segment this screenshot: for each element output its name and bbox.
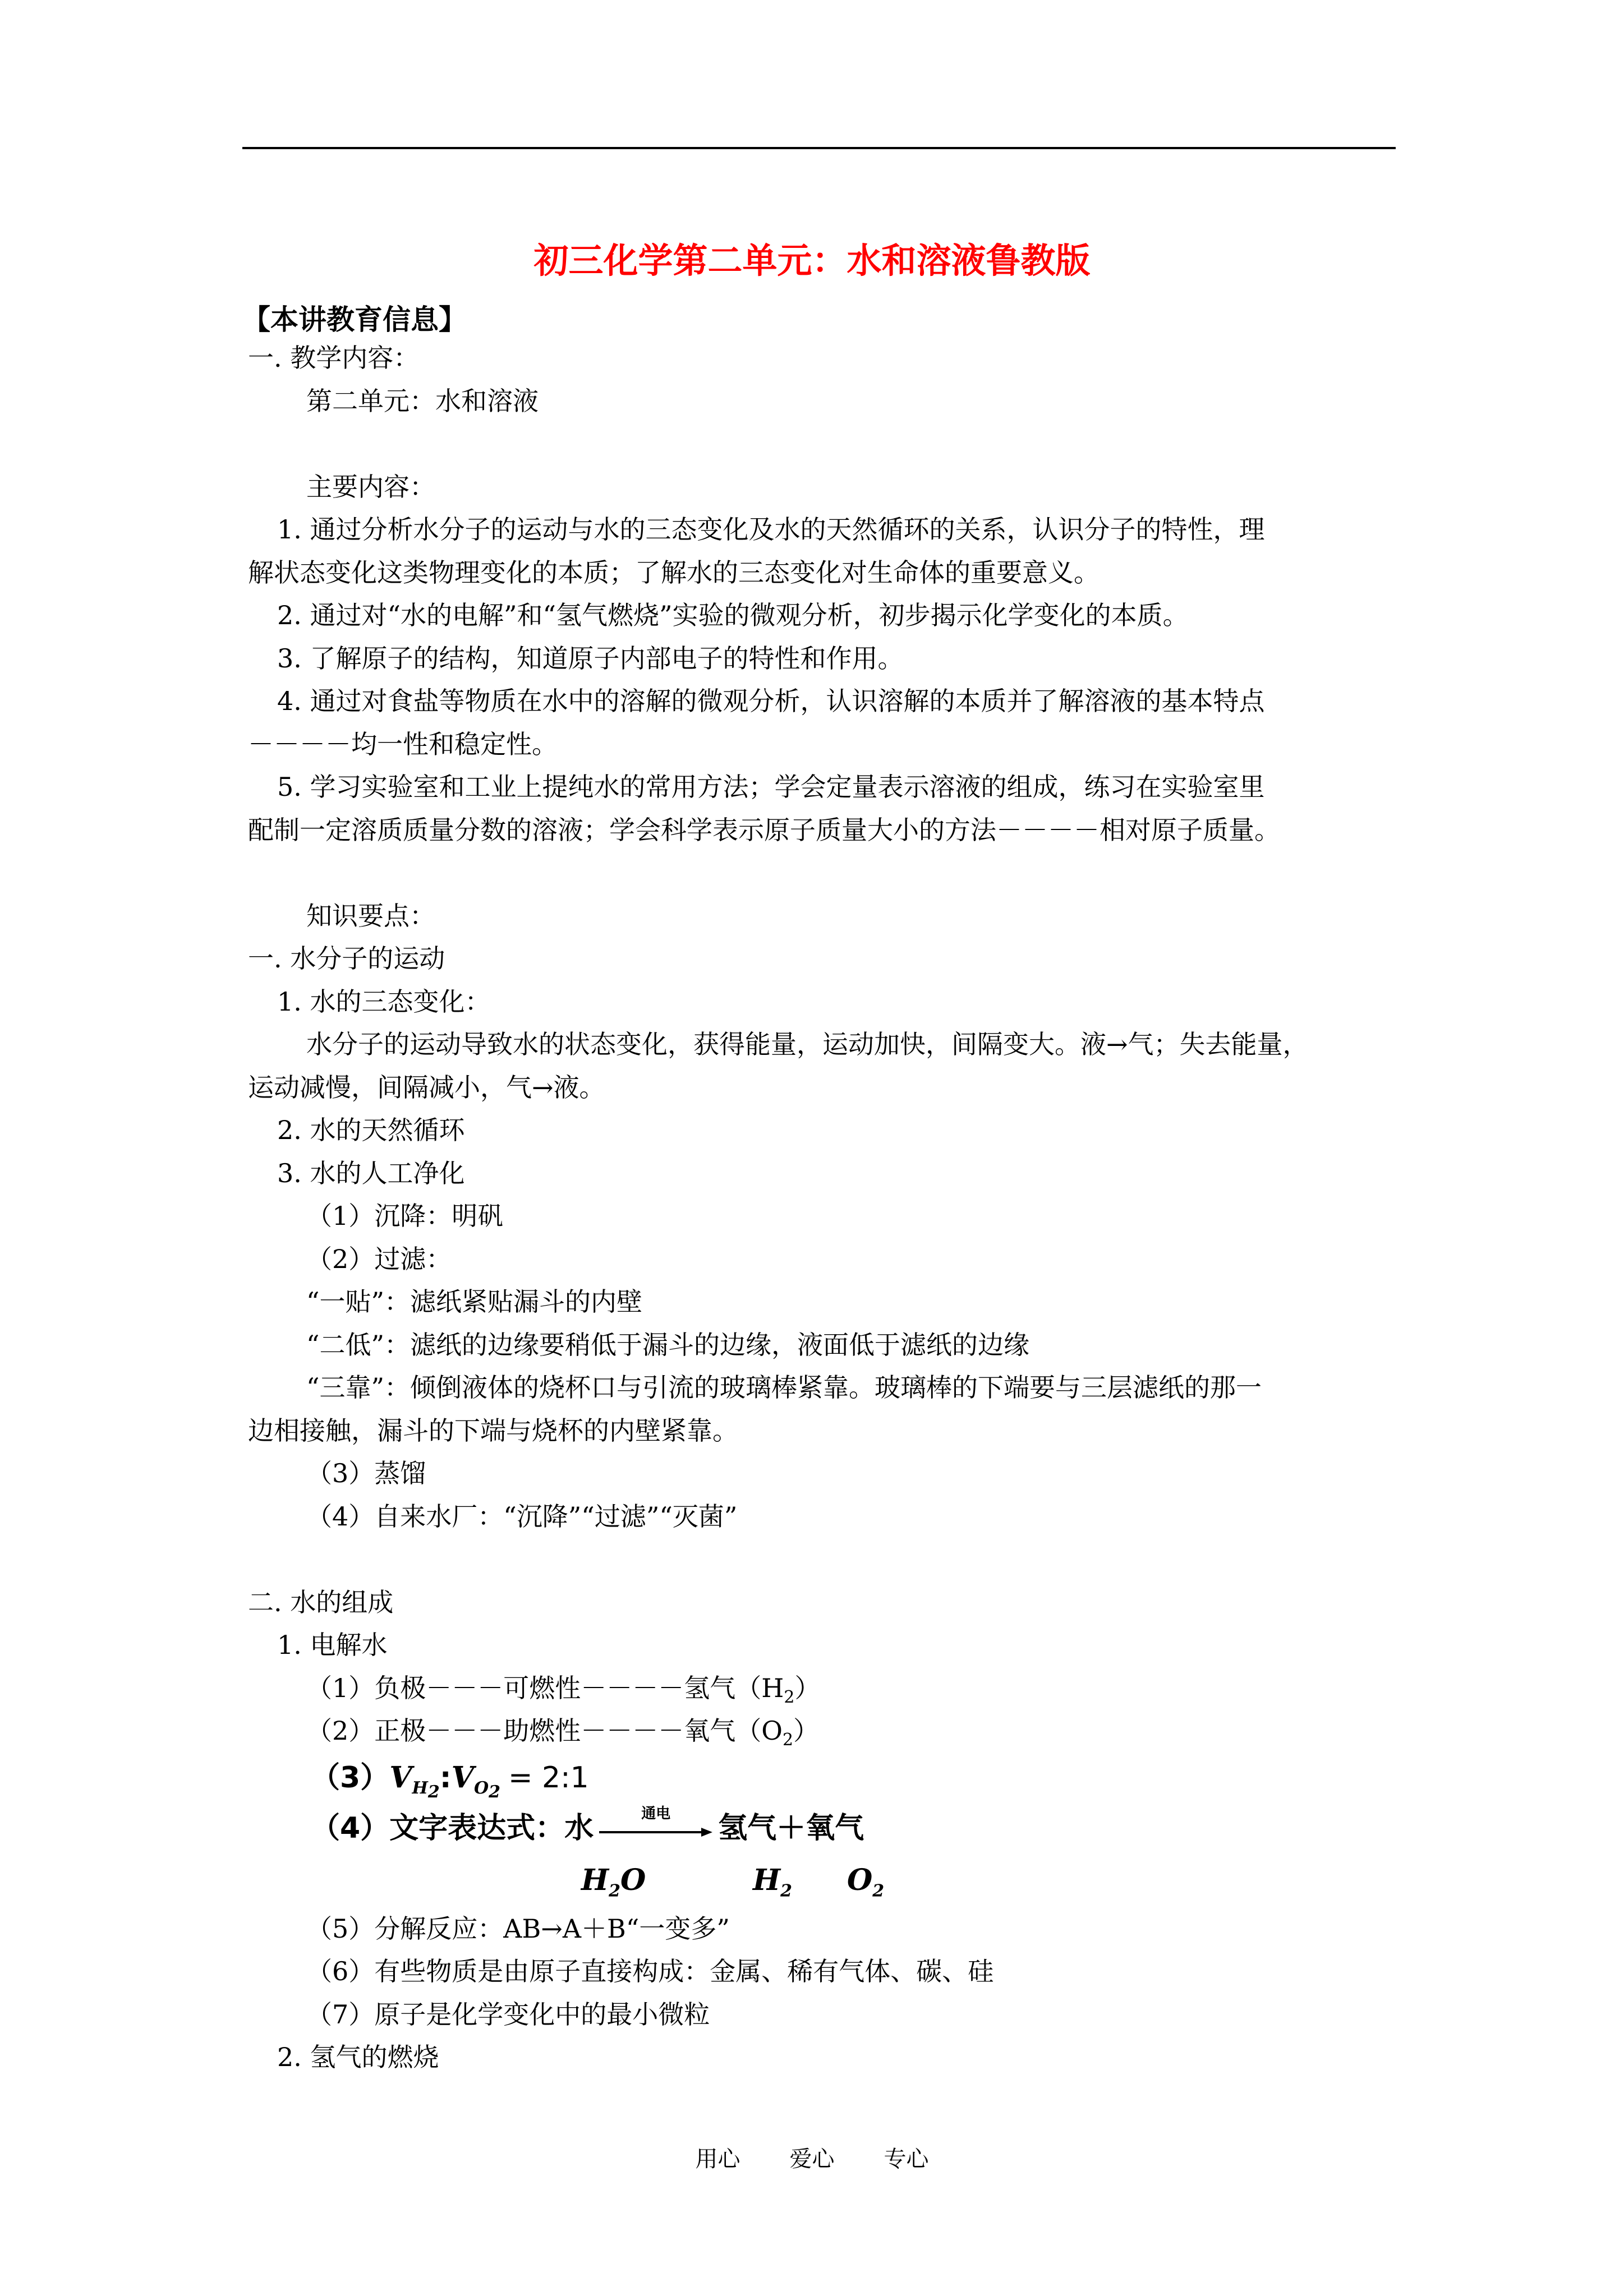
- text-line: （3）蒸馏: [306, 1458, 426, 1488]
- water-formula: [581, 1854, 646, 1907]
- document-body: [248, 336, 1420, 2079]
- section-heading: 【本讲教育信息】: [242, 303, 467, 336]
- text-line: （1）沉降：明矾: [306, 1201, 504, 1231]
- volume-ratio-formula: [248, 1753, 1420, 1803]
- text-line: 1. 电解水: [277, 1630, 388, 1660]
- text-line: 边相接触，漏斗的下端与烧杯的内壁紧靠。: [248, 1415, 738, 1446]
- text-line: 3. 了解原子的结构，知道原子内部电子的特性和作用。: [277, 643, 904, 674]
- subscript: [473, 1778, 500, 1802]
- word-equation: [248, 1803, 1420, 1854]
- arrow-icon: [597, 1827, 715, 1838]
- subscript: 2: [427, 1782, 440, 1802]
- text-fragment: ）: [793, 1716, 820, 1746]
- blank-line: [248, 851, 1420, 895]
- footer-text: 用心: [695, 2146, 740, 2172]
- subscript: 2: [782, 1730, 794, 1750]
- text-line: （2）过滤：: [306, 1243, 452, 1274]
- text-line: [248, 1667, 1420, 1710]
- text-line: 水分子的运动导致水的状态变化，获得能量，运动加快，间隔变大。液→气；失去能量，: [306, 1029, 1309, 1059]
- text-line: 第二单元：水和溶液: [306, 385, 539, 416]
- blank-line: [248, 422, 1420, 465]
- element-symbol: O: [847, 1862, 873, 1897]
- text-fragment: （2）正极－－－助燃性－－－－氧气（O: [306, 1716, 783, 1746]
- text-line: 一. 教学内容：: [248, 343, 420, 373]
- text-line: 1. 通过分析水分子的运动与水的三态变化及水的天然循环的关系，认识分子的特性，理: [277, 514, 1265, 545]
- formula-label: （3）: [311, 1760, 390, 1795]
- text-line: （5）分解反应：AB→A＋B“一变多”: [306, 1913, 730, 1944]
- text-line: 3. 水的人工净化: [277, 1158, 465, 1188]
- footer-text: 爱心: [789, 2146, 835, 2172]
- subscript: [412, 1778, 440, 1802]
- subscript-text: O: [473, 1778, 489, 1798]
- oxygen-formula: [847, 1854, 884, 1907]
- element-symbol: O: [620, 1862, 646, 1897]
- subscript: 2: [780, 1880, 793, 1901]
- volume-symbol: V: [389, 1760, 412, 1795]
- reaction-arrow-icon: [597, 1803, 715, 1854]
- element-symbol: H: [753, 1862, 781, 1897]
- text-line: 一. 水分子的运动: [248, 943, 445, 974]
- footer-text: 专心: [884, 2146, 929, 2172]
- text-fragment: （1）负极－－－可燃性－－－－氢气（H: [306, 1672, 784, 1703]
- page-title: 初三化学第二单元：水和溶液鲁教版: [533, 240, 1091, 281]
- header-rule: [242, 147, 1396, 149]
- text-line: “三靠”：倾倒液体的烧杯口与引流的玻璃棒紧靠。玻璃棒的下端要与三层滤纸的那一: [306, 1372, 1262, 1403]
- text-fragment: ）: [794, 1672, 821, 1703]
- text-line: 1. 水的三态变化：: [277, 986, 491, 1017]
- text-line: 2. 通过对“水的电解”和“氢气燃烧”实验的微观分析，初步揭示化学变化的本质。: [277, 600, 1189, 630]
- hydrogen-formula: [753, 1854, 792, 1907]
- subscript: 2: [609, 1880, 621, 1901]
- reactant: 水: [564, 1811, 594, 1845]
- text-line: －－－－均一性和稳定性。: [248, 729, 558, 759]
- text-line: 二. 水的组成: [248, 1587, 394, 1617]
- products: 氢气＋氧气: [718, 1811, 864, 1845]
- text-line: “二低”：滤纸的边缘要稍低于漏斗的边缘，液面低于滤纸的边缘: [306, 1329, 1030, 1360]
- volume-symbol: V: [451, 1760, 474, 1795]
- page-footer: [0, 2142, 1624, 2176]
- text-line: “一贴”：滤纸紧贴漏斗的内壁: [306, 1287, 643, 1317]
- text-line: 知识要点：: [306, 900, 435, 931]
- text-line: 4. 通过对食盐等物质在水中的溶解的微观分析，认识溶解的本质并了解溶液的基本特点: [277, 686, 1265, 716]
- text-line: 配制一定溶质质量分数的溶液；学会科学表示原子质量大小的方法－－－－相对原子质量。: [248, 814, 1280, 845]
- reaction-condition: 通电: [641, 1805, 671, 1822]
- ratio-colon: :: [439, 1760, 452, 1795]
- text-line: [248, 1709, 1420, 1753]
- text-line: （4）自来水厂：“沉降”“过滤”“灭菌”: [306, 1501, 738, 1532]
- ratio-value: = 2:1: [508, 1760, 589, 1795]
- element-symbol: H: [581, 1862, 609, 1897]
- subscript: 2: [489, 1782, 500, 1802]
- subscript-text: H: [412, 1778, 428, 1798]
- text-line: （6）有些物质是由原子直接构成：金属、稀有气体、碳、硅: [306, 1956, 994, 1986]
- text-line: （7）原子是化学变化中的最小微粒: [306, 1999, 710, 2030]
- formula-label: （4）文字表达式：: [311, 1811, 565, 1845]
- chemical-formula-row: [248, 1854, 1420, 1907]
- subscript: 2: [872, 1880, 885, 1901]
- blank-line: [248, 1538, 1420, 1581]
- subscript: 2: [784, 1687, 795, 1707]
- text-line: 5. 学习实验室和工业上提纯水的常用方法；学会定量表示溶液的组成，练习在实验室里: [277, 772, 1265, 802]
- text-line: 运动减慢，间隔减小，气→液。: [248, 1072, 605, 1103]
- text-line: 2. 水的天然循环: [277, 1115, 465, 1145]
- text-line: 2. 氢气的燃烧: [277, 2042, 439, 2072]
- text-line: 解状态变化这类物理变化的本质；了解水的三态变化对生命体的重要意义。: [248, 557, 1099, 588]
- text-line: 主要内容：: [306, 471, 435, 502]
